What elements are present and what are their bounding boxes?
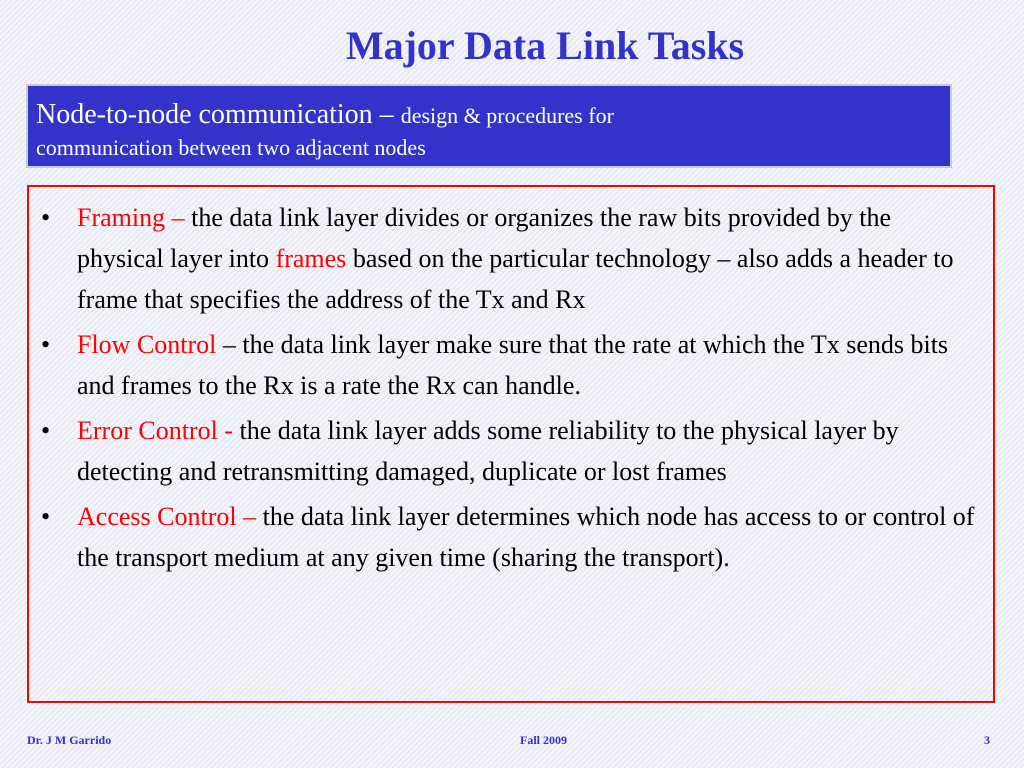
bullet-text: – the data link layer make sure that the rate at which the Tx sends bits and frames to the Rx is a rate the Rx can handle. — [77, 330, 949, 400]
bullet-error-control — [39, 410, 984, 492]
bullet-text: the data link layer adds some reliability to the physical layer by detecting and retransmitting damaged, duplicate or lost frames — [77, 416, 899, 486]
bullet-list — [39, 197, 984, 582]
bullet-icon: • — [41, 203, 51, 232]
slide-title: Major Data Link Tasks — [345, 23, 745, 68]
bullet-term: Flow Control — [77, 330, 217, 359]
bullet-term: Access Control – — [77, 502, 257, 531]
bullet-icon: • — [41, 330, 51, 359]
bullet-term: Error Control - — [77, 416, 233, 445]
subtitle-lead: Node-to-node communication – — [36, 99, 394, 130]
content-box — [27, 185, 995, 703]
bullet-text-after: based on the particular technology – also adds a header to frame that specifies the address of the Tx and Rx — [77, 244, 954, 314]
subtitle-rest: design & procedures for — [400, 103, 614, 128]
footer-author: Dr. J M Garrido — [27, 733, 112, 747]
footer-page-number: 3 — [984, 733, 990, 747]
bullet-flow-control — [39, 324, 984, 406]
bullet-access-control — [39, 496, 984, 578]
bullet-text: the data link layer determines which node has access to or control of the transport medium at any given time (sharing the transport). — [77, 502, 975, 572]
subtitle-line-1 — [36, 98, 942, 133]
footer-term: Fall 2009 — [520, 733, 567, 747]
bullet-icon: • — [41, 502, 51, 531]
bullet-text: the data link layer divides or organizes the raw bits provided by the physical layer into — [77, 203, 891, 273]
bullet-icon: • — [41, 416, 51, 445]
bullet-highlight: frames — [275, 244, 347, 273]
subtitle-banner — [26, 84, 952, 168]
bullet-term: Framing – — [77, 203, 185, 232]
subtitle-line-2: communication between two adjacent nodes — [36, 135, 426, 160]
bullet-framing — [39, 197, 984, 320]
